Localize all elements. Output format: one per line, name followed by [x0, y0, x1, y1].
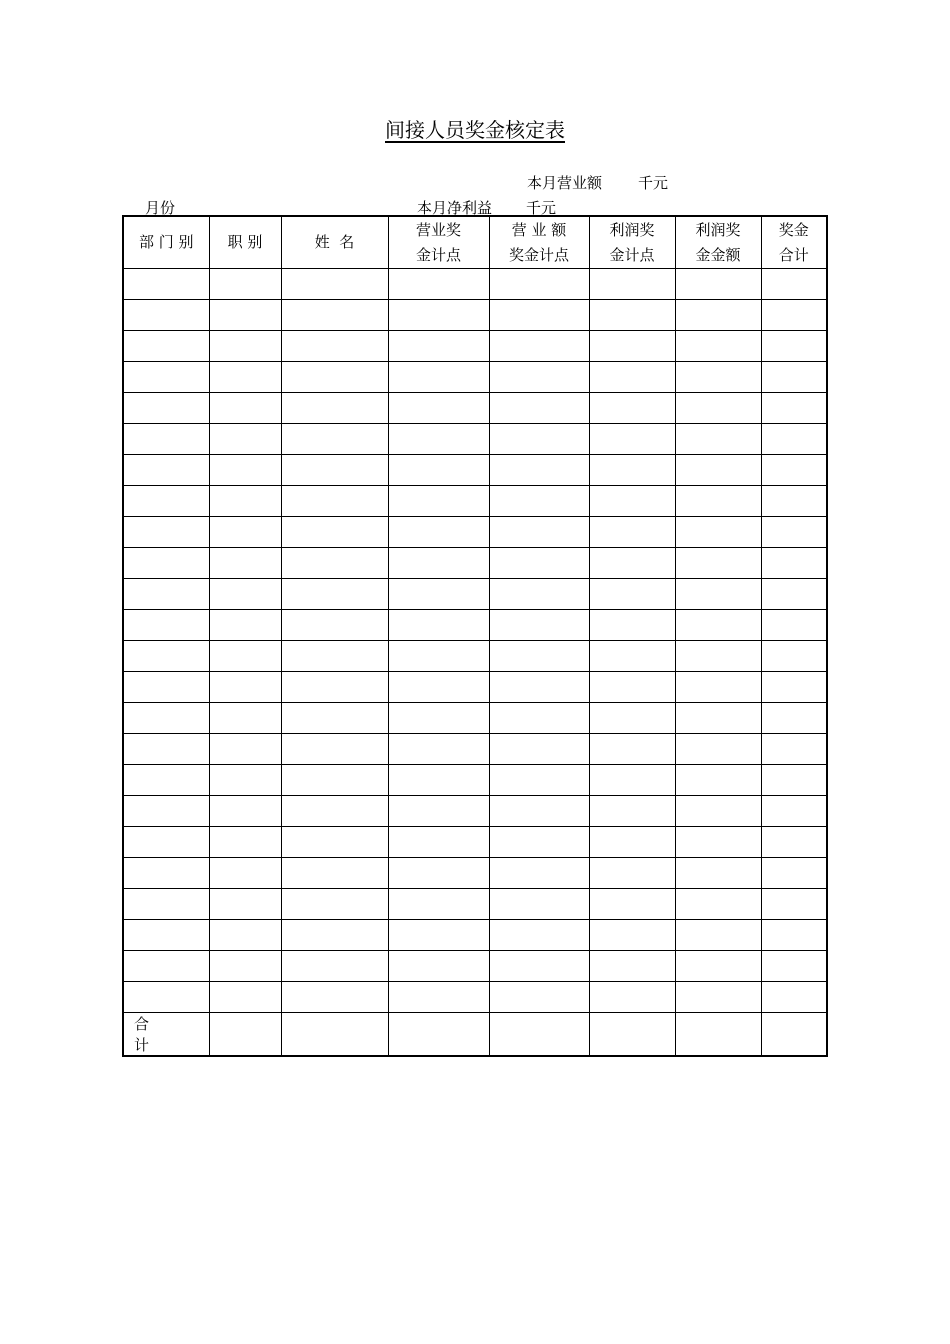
cell[interactable] [209, 424, 281, 455]
cell[interactable] [209, 362, 281, 393]
cell[interactable] [281, 548, 388, 579]
cell[interactable] [589, 734, 675, 765]
col-header-profit-bonus-points: 利润奖 金计点 [589, 216, 675, 269]
cell[interactable] [489, 703, 589, 734]
cell[interactable] [489, 641, 589, 672]
cell[interactable] [489, 982, 589, 1013]
cell[interactable] [761, 548, 827, 579]
cell[interactable] [209, 765, 281, 796]
cell[interactable] [281, 796, 388, 827]
cell[interactable] [761, 455, 827, 486]
cell[interactable] [675, 858, 761, 889]
cell[interactable] [589, 951, 675, 982]
total-cell[interactable] [675, 1013, 761, 1057]
cell[interactable] [589, 517, 675, 548]
cell[interactable] [489, 455, 589, 486]
cell[interactable] [489, 827, 589, 858]
cell[interactable] [675, 920, 761, 951]
col-header-bonus-total: 奖金 合计 [761, 216, 827, 269]
table-row [123, 300, 827, 331]
cell[interactable] [489, 672, 589, 703]
cell[interactable] [388, 765, 489, 796]
cell[interactable] [489, 765, 589, 796]
total-cell[interactable] [489, 1013, 589, 1057]
table-row [123, 672, 827, 703]
cell[interactable] [388, 486, 489, 517]
table-row [123, 517, 827, 548]
cell[interactable] [761, 269, 827, 300]
cell[interactable] [761, 486, 827, 517]
total-cell[interactable] [589, 1013, 675, 1057]
cell[interactable] [388, 796, 489, 827]
table-row [123, 982, 827, 1013]
cell[interactable] [489, 951, 589, 982]
table-row [123, 393, 827, 424]
cell[interactable] [675, 362, 761, 393]
cell[interactable] [123, 517, 209, 548]
cell[interactable] [123, 703, 209, 734]
cell[interactable] [209, 858, 281, 889]
cell[interactable] [281, 424, 388, 455]
cell[interactable] [123, 982, 209, 1013]
col-header-department: 部 门 别 [123, 216, 209, 269]
cell[interactable] [123, 641, 209, 672]
cell[interactable] [281, 362, 388, 393]
table-row [123, 796, 827, 827]
total-cell[interactable] [388, 1013, 489, 1057]
cell[interactable] [388, 331, 489, 362]
cell[interactable] [589, 827, 675, 858]
cell[interactable] [123, 486, 209, 517]
cell[interactable] [489, 300, 589, 331]
cell[interactable] [589, 703, 675, 734]
cell[interactable] [589, 455, 675, 486]
cell[interactable] [675, 796, 761, 827]
table-row [123, 548, 827, 579]
table-row [123, 455, 827, 486]
cell[interactable] [123, 548, 209, 579]
cell[interactable] [281, 610, 388, 641]
cell[interactable] [281, 672, 388, 703]
cell[interactable] [388, 269, 489, 300]
cell[interactable] [123, 362, 209, 393]
cell[interactable] [761, 796, 827, 827]
col-header-profit-bonus-amount: 利润奖 金金额 [675, 216, 761, 269]
cell[interactable] [675, 269, 761, 300]
cell[interactable] [761, 703, 827, 734]
cell[interactable] [589, 982, 675, 1013]
cell[interactable] [209, 641, 281, 672]
cell[interactable] [761, 424, 827, 455]
col-header-sales-bonus-points: 营业奖 金计点 [388, 216, 489, 269]
cell[interactable] [123, 269, 209, 300]
cell[interactable] [123, 672, 209, 703]
cell[interactable] [388, 610, 489, 641]
cell[interactable] [675, 734, 761, 765]
cell[interactable] [761, 393, 827, 424]
cell[interactable] [489, 362, 589, 393]
profit-label: 本月净利益 [417, 199, 493, 217]
cell[interactable] [388, 455, 489, 486]
cell[interactable] [675, 517, 761, 548]
cell[interactable] [589, 393, 675, 424]
cell[interactable] [589, 362, 675, 393]
cell[interactable] [281, 827, 388, 858]
cell[interactable] [281, 641, 388, 672]
cell[interactable] [675, 951, 761, 982]
table-row [123, 579, 827, 610]
table-row [123, 734, 827, 765]
table-row [123, 486, 827, 517]
cell[interactable] [489, 796, 589, 827]
cell[interactable] [123, 734, 209, 765]
cell[interactable] [589, 300, 675, 331]
cell[interactable] [281, 765, 388, 796]
cell[interactable] [388, 424, 489, 455]
cell[interactable] [281, 455, 388, 486]
cell[interactable] [589, 424, 675, 455]
cell[interactable] [761, 672, 827, 703]
table-row [123, 858, 827, 889]
cell[interactable] [589, 641, 675, 672]
cell[interactable] [388, 641, 489, 672]
table-row [123, 610, 827, 641]
cell[interactable] [489, 393, 589, 424]
cell[interactable] [589, 920, 675, 951]
cell[interactable] [489, 734, 589, 765]
cell[interactable] [281, 331, 388, 362]
cell[interactable] [281, 703, 388, 734]
cell[interactable] [675, 827, 761, 858]
table-row [123, 424, 827, 455]
cell[interactable] [675, 641, 761, 672]
cell[interactable] [675, 424, 761, 455]
cell[interactable] [761, 517, 827, 548]
cell[interactable] [281, 889, 388, 920]
cell[interactable] [388, 672, 489, 703]
cell[interactable] [209, 548, 281, 579]
cell[interactable] [123, 424, 209, 455]
cell[interactable] [589, 269, 675, 300]
cell[interactable] [123, 455, 209, 486]
cell[interactable] [489, 579, 589, 610]
cell[interactable] [675, 765, 761, 796]
table-row [123, 641, 827, 672]
cell[interactable] [761, 362, 827, 393]
cell[interactable] [388, 300, 489, 331]
total-row [123, 1013, 827, 1057]
cell[interactable] [589, 579, 675, 610]
cell[interactable] [123, 300, 209, 331]
table-row [123, 765, 827, 796]
cell[interactable] [209, 579, 281, 610]
page-title [0, 116, 950, 144]
cell[interactable] [123, 393, 209, 424]
cell[interactable] [209, 455, 281, 486]
cell[interactable] [281, 300, 388, 331]
cell[interactable] [761, 858, 827, 889]
cell[interactable] [761, 331, 827, 362]
cell[interactable] [489, 269, 589, 300]
cell[interactable] [388, 517, 489, 548]
cell[interactable] [388, 982, 489, 1013]
cell[interactable] [209, 889, 281, 920]
total-cell[interactable] [761, 1013, 827, 1057]
col-header-name: 姓 名 [281, 216, 388, 269]
cell[interactable] [489, 517, 589, 548]
cell[interactable] [675, 672, 761, 703]
cell[interactable] [489, 486, 589, 517]
cell[interactable] [388, 858, 489, 889]
cell[interactable] [761, 765, 827, 796]
cell[interactable] [388, 734, 489, 765]
cell[interactable] [209, 734, 281, 765]
cell[interactable] [209, 269, 281, 300]
cell[interactable] [209, 796, 281, 827]
cell[interactable] [761, 610, 827, 641]
cell[interactable] [761, 889, 827, 920]
cell[interactable] [589, 889, 675, 920]
cell[interactable] [209, 331, 281, 362]
cell[interactable] [761, 300, 827, 331]
cell[interactable] [123, 889, 209, 920]
cell[interactable] [388, 951, 489, 982]
cell[interactable] [123, 827, 209, 858]
cell[interactable] [123, 951, 209, 982]
cell[interactable] [123, 858, 209, 889]
cell[interactable] [281, 393, 388, 424]
cell[interactable] [675, 455, 761, 486]
cell[interactable] [209, 672, 281, 703]
total-cell[interactable] [209, 1013, 281, 1057]
cell[interactable] [589, 858, 675, 889]
cell[interactable] [209, 827, 281, 858]
table-row [123, 827, 827, 858]
table-row [123, 889, 827, 920]
table-body [123, 269, 827, 1057]
cell[interactable] [761, 579, 827, 610]
cell[interactable] [281, 486, 388, 517]
revenue-unit: 千元 [638, 174, 669, 192]
cell[interactable] [209, 517, 281, 548]
cell[interactable] [281, 517, 388, 548]
cell[interactable] [209, 982, 281, 1013]
cell[interactable] [761, 982, 827, 1013]
total-label: 合 计 [123, 1013, 209, 1057]
cell[interactable] [489, 331, 589, 362]
revenue-label: 本月营业额 [527, 174, 603, 192]
cell[interactable] [761, 920, 827, 951]
table-row [123, 269, 827, 300]
cell[interactable] [589, 672, 675, 703]
cell[interactable] [589, 796, 675, 827]
cell[interactable] [281, 951, 388, 982]
cell[interactable] [123, 765, 209, 796]
cell[interactable] [675, 548, 761, 579]
cell[interactable] [388, 393, 489, 424]
cell[interactable] [489, 548, 589, 579]
cell[interactable] [675, 889, 761, 920]
cell[interactable] [123, 331, 209, 362]
col-header-position: 职 别 [209, 216, 281, 269]
cell[interactable] [281, 982, 388, 1013]
cell[interactable] [209, 610, 281, 641]
cell[interactable] [761, 951, 827, 982]
cell[interactable] [675, 610, 761, 641]
cell[interactable] [589, 331, 675, 362]
cell[interactable] [388, 889, 489, 920]
cell[interactable] [675, 331, 761, 362]
cell[interactable] [123, 610, 209, 641]
cell[interactable] [675, 300, 761, 331]
cell[interactable] [209, 920, 281, 951]
revenue-row [527, 174, 668, 192]
col-header-revenue-bonus-points: 营 业 额 奖金计点 [489, 216, 589, 269]
cell[interactable] [281, 858, 388, 889]
bonus-table [122, 215, 828, 1057]
cell[interactable] [489, 920, 589, 951]
table-row [123, 951, 827, 982]
cell[interactable] [761, 734, 827, 765]
month-label: 月份 [145, 199, 176, 217]
cell[interactable] [388, 548, 489, 579]
cell[interactable] [489, 858, 589, 889]
profit-unit: 千元 [526, 199, 557, 217]
cell[interactable] [209, 393, 281, 424]
cell[interactable] [209, 486, 281, 517]
cell[interactable] [489, 424, 589, 455]
cell[interactable] [388, 579, 489, 610]
total-cell[interactable] [281, 1013, 388, 1057]
cell[interactable] [589, 548, 675, 579]
cell[interactable] [388, 362, 489, 393]
table-row [123, 920, 827, 951]
cell[interactable] [675, 579, 761, 610]
cell[interactable] [209, 703, 281, 734]
cell[interactable] [388, 703, 489, 734]
cell[interactable] [123, 920, 209, 951]
table-row [123, 362, 827, 393]
cell[interactable] [675, 703, 761, 734]
cell[interactable] [589, 610, 675, 641]
cell[interactable] [589, 765, 675, 796]
cell[interactable] [281, 734, 388, 765]
cell[interactable] [123, 579, 209, 610]
table-row [123, 703, 827, 734]
cell[interactable] [675, 486, 761, 517]
header-row [123, 216, 827, 269]
cell[interactable] [388, 827, 489, 858]
table-row [123, 331, 827, 362]
cell[interactable] [209, 300, 281, 331]
cell[interactable] [281, 269, 388, 300]
cell[interactable] [281, 579, 388, 610]
cell[interactable] [123, 796, 209, 827]
cell[interactable] [281, 920, 388, 951]
cell[interactable] [589, 486, 675, 517]
cell[interactable] [489, 610, 589, 641]
cell[interactable] [675, 393, 761, 424]
cell[interactable] [388, 920, 489, 951]
cell[interactable] [209, 951, 281, 982]
cell[interactable] [489, 889, 589, 920]
cell[interactable] [675, 982, 761, 1013]
cell[interactable] [761, 641, 827, 672]
cell[interactable] [761, 827, 827, 858]
title-text: 间接人员奖金核定表 [385, 118, 565, 142]
